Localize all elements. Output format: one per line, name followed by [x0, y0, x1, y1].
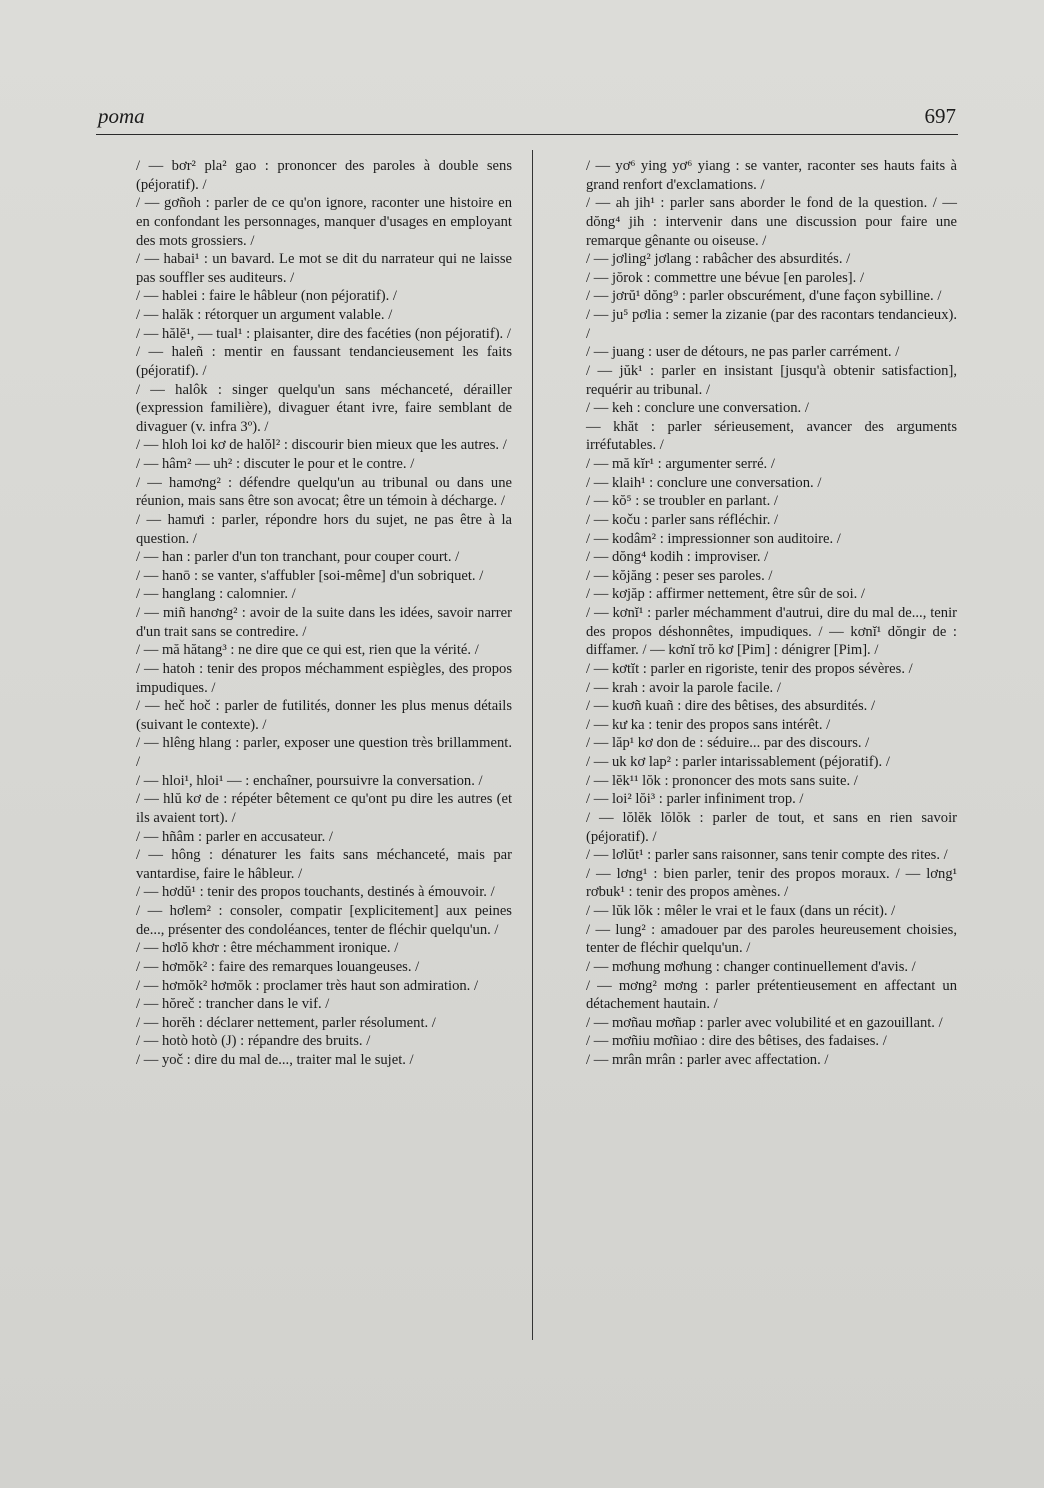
dictionary-entry: / — mơhung mơhung : changer continuellement d'avis. / [586, 958, 916, 975]
dictionary-entry: / — hơmŏk² hơmŏk : proclamer très haut son admiration. / [136, 977, 479, 994]
dictionary-entry: / — hanglang : calomnier. / [136, 586, 296, 603]
dictionary-entry: / — mơñiu mơñiao : dire des bêtises, des fadaises. / [586, 1033, 887, 1050]
dictionary-entry: / — lŏlĕk lŏlŏk : parler de tout, et sans en rien savoir (péjoratif). / [586, 809, 957, 845]
dictionary-entry: / — jơrŭ¹ dŏng⁹ : parler obscurément, d'une façon sybilline. / [586, 288, 942, 305]
dictionary-entry: / — hablei : faire le hâbleur (non péjoratif). / [136, 288, 397, 305]
dictionary-entry: / — hamơng² : défendre quelqu'un au tribunal ou dans une réunion, mais sans être son avocat; être un témoin à décharge. / [136, 474, 512, 510]
dictionary-entry: / — jơling² jơlang : rabâcher des absurdités. / [586, 251, 851, 268]
dictionary-entry: / — hloi¹, hloi¹ — : enchaîner, poursuivre la conversation. / [136, 772, 483, 789]
dictionary-entry: / — kodâm² : impressionner son auditoire. / [586, 530, 841, 547]
dictionary-entry: / — hông : dénaturer les faits sans méchanceté, mais par vantardise, faire le hâbleur. / [136, 847, 512, 882]
dictionary-entry: / — kơnĭ¹ : parler méchamment d'autrui, dire du mal de..., tenir des propos déshonnêtes, impudiques. / — kơnĭ¹ dŏngir de : diffamer. / — kơnĭ trŏ kơ [Pim] : dénigrer [Pim]. / [586, 605, 957, 659]
dictionary-entry: / — loi² lŏi³ : parler infiniment trop. / [586, 791, 804, 808]
page-header [96, 104, 958, 135]
dictionary-entry: / — lơng¹ : bien parler, tenir des propos moraux. / — lơng¹ rơbuk¹ : tenir des propos amènes. / [586, 865, 957, 901]
dictionary-entry: / — mrân mrân : parler avec affectation. / [586, 1052, 829, 1068]
dictionary-entry: / — halăk : rétorquer un argument valable. / [136, 307, 393, 323]
dictionary-entry: — khăt : parler sérieusement, avancer des arguments irréfutables. / [586, 418, 957, 454]
dictionary-entry: / — yoč : dire du mal de..., traiter mal le sujet. / [136, 1052, 414, 1068]
dictionary-entry: / — halôk : singer quelqu'un sans méchanceté, dérailler (expression familière), divaguer étant ivre, faire semblant de divaguer (v. infra 3º). / [136, 381, 512, 435]
dictionary-entry: / — hălĕ¹, — tual¹ : plaisanter, dire des facéties (non péjoratif). / [136, 325, 511, 342]
dictionary-entry: / — lăp¹ kơ don de : séduire... par des discours. / [586, 735, 870, 752]
dictionary-entry: / — kơtĭt : parler en rigoriste, tenir des propos sévères. / [586, 660, 913, 677]
dictionary-entry: / — hơdŭ¹ : tenir des propos touchants, destinés à émouvoir. / [136, 884, 495, 901]
dictionary-entry: / — ju⁵ pơlia : semer la zizanie (par des racontars tendancieux). / [586, 307, 958, 342]
left-column [136, 157, 512, 1070]
dictionary-entry: / — hlêng hlang : parler, exposer une question très brillamment. / [136, 735, 512, 770]
page-number: 697 [924, 104, 956, 128]
running-head: poma [98, 104, 145, 128]
dictionary-entry: / — habai¹ : un bavard. Le mot se dit du narrateur qui ne laisse pas souffler ses auditeurs. / [136, 251, 512, 286]
dictionary-entry: / — lơlŭt¹ : parler sans raisonner, sans tenir compte des rites. / [586, 847, 948, 864]
dictionary-entry: / — ah jih¹ : parler sans aborder le fond de la question. / — dŏng⁴ jih : intervenir dans une discussion pour faire une remarque gênante ou oiseuse. / [586, 195, 957, 249]
dictionary-entry: / — haleñ : mentir en faussant tendancieusement les faits (péjoratif). / [136, 344, 512, 379]
dictionary-entry: / — hanō : se vanter, s'affubler [soi-même] d'un sobriquet. / [136, 567, 484, 584]
dictionary-entry: / — krah : avoir la parole facile. / [586, 679, 781, 696]
dictionary-entry: / — hatoh : tenir des propos méchamment espiègles, des propos impudiques. / [136, 660, 512, 696]
dictionary-entry: / — miñ hanơng² : avoir de la suite dans les idées, savoir narrer d'un trait sans se contredire. / [136, 605, 512, 640]
dictionary-entry: / — hŏreč : trancher dans le vif. / [136, 996, 330, 1013]
dictionary-entry: / — jŏrok : commettre une bévue [en paroles]. / [586, 269, 865, 286]
dictionary-entry: / — kư ka : tenir des propos sans intérêt. / [586, 716, 831, 733]
dictionary-entry: / — lŭk lŏk : mêler le vrai et le faux (dans un récit). / [586, 903, 896, 919]
dictionary-entry: / — juang : user de détours, ne pas parler carrément. / [586, 344, 900, 361]
dictionary-entry: / — hotò hotò (J) : répandre des bruits. / [136, 1033, 371, 1050]
dictionary-entry: / — koču : parler sans réfléchir. / [586, 511, 779, 528]
dictionary-entry: / — hloh loi kơ de halŏl² : discourir bien mieux que les autres. / [136, 437, 507, 454]
dictionary-entry: / — hơmŏk² : faire des remarques louangeuses. / [136, 958, 420, 975]
dictionary-entry: / — kuơñ kuañ : dire des bêtises, des absurdités. / [586, 698, 876, 715]
dictionary-entry: / — bơr² pla² gao : prononcer des paroles à double sens (péjoratif). / [136, 158, 512, 193]
dictionary-entry: / — han : parler d'un ton tranchant, pour couper court. / [136, 549, 460, 566]
column-divider [532, 150, 533, 1340]
dictionary-entry: / — hơlem² : consoler, compatir [explicitement] aux peines de..., présenter des condoléances, tenter de fléchir quelqu'un. / [136, 903, 512, 938]
dictionary-entry: / — klaih¹ : conclure une conversation. / [586, 474, 822, 491]
dictionary-entry: / — lung² : amadouer par des paroles heureusement choisies, tenter de fléchir quelqu'un. / [586, 921, 957, 957]
dictionary-entry: / — lĕk¹¹ lŏk : prononcer des mots sans suite. / [586, 772, 858, 789]
dictionary-entry: / — yơ⁶ ying yơ⁶ yiang : se vanter, raconter ses hauts faits à grand renfort d'exclamations. / [586, 158, 957, 193]
dictionary-entry: / — mơñau mơñap : parler avec volubilité et en gazouillant. / [586, 1014, 943, 1031]
dictionary-entry: / — keh : conclure une conversation. / [586, 400, 809, 417]
dictionary-entry: / — gơñoh : parler de ce qu'on ignore, raconter une histoire en en confondant les personnages, manquer d'usages en employant des mots grossiers. / [136, 195, 512, 249]
dictionary-entry: / — mă kĭr¹ : argumenter serré. / [586, 456, 775, 472]
dictionary-entry: / — hamưi : parler, répondre hors du sujet, ne pas être à la question. / [136, 511, 512, 547]
dictionary-entry: / — horĕh : déclarer nettement, parler résolument. / [136, 1014, 436, 1031]
dictionary-entry: / — hơlŏ khơr : être méchamment ironique. / [136, 940, 399, 957]
dictionary-entry: / — kŏ⁵ : se troubler en parlant. / [586, 493, 778, 510]
dictionary-entry: / — uk kơ lap² : parler intarissablement (péjoratif). / [586, 754, 890, 770]
dictionary-entry: / — heč hoč : parler de futilités, donner les plus menus détails (suivant le contexte). / [136, 698, 512, 733]
dictionary-entry: / — hâm² — uh² : discuter le pour et le contre. / [136, 456, 415, 472]
dictionary-entry: / — mơng² mơng : parler prétentieusement en affectant un détachement hautain. / [586, 977, 957, 1013]
dictionary-entry: / — dŏng⁴ kodih : improviser. / [586, 549, 769, 566]
dictionary-entry: / — jŭk¹ : parler en insistant [jusqu'à obtenir satisfaction], requérir au tribunal. / [586, 362, 957, 398]
dictionary-entry: / — hlŭ kơ de : répéter bêtement ce qu'ont pu dire les autres (et ils avaient tort). / [136, 791, 512, 826]
dictionary-entry: / — kơjăp : affirmer nettement, être sûr de soi. / [586, 586, 865, 603]
dictionary-entry: / — hñâm : parler en accusateur. / [136, 828, 333, 845]
dictionary-entry: / — kŏjăng : peser ses paroles. / [586, 567, 773, 584]
dictionary-entry: / — mă hătang³ : ne dire que ce qui est, rien que la vérité. / [136, 642, 479, 659]
right-column [586, 157, 957, 1070]
